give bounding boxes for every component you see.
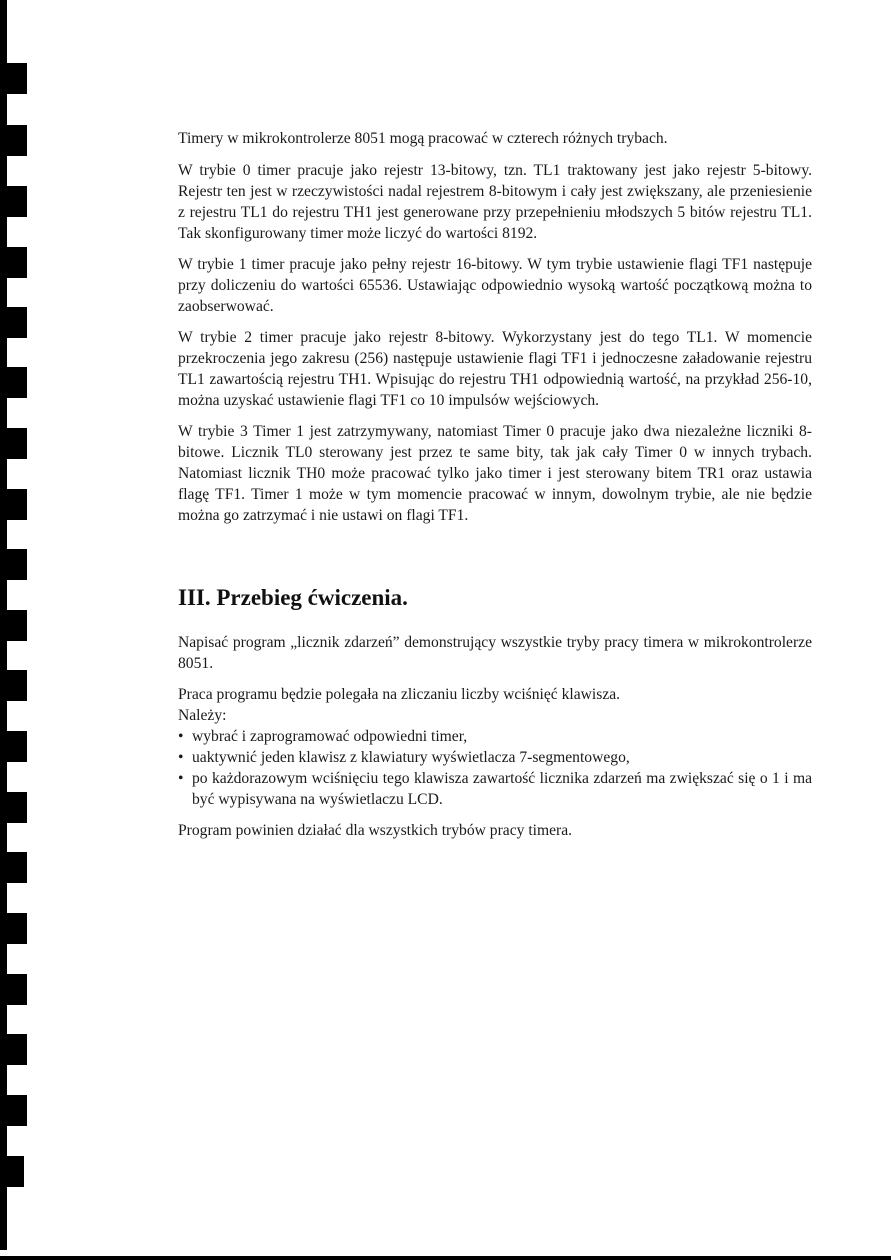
binding-tab [0,63,27,94]
binding-tab [0,367,27,398]
step-item: • uaktywnić jeden klawisz z klawiatury wyświetlacza 7-segmentowego, [178,747,812,768]
steps-list [178,726,812,810]
binding-tab [0,731,27,762]
binding-tab [0,913,27,944]
binding-tab [0,125,27,156]
mode-0-paragraph: W trybie 0 timer pracuje jako rejestr 13-bitowy, tzn. TL1 traktowany jest jako rejestr 5-bitowy. Rejestr ten jest w rzeczywistości nadal rejestrem 8-bitowym i cały jest zwiększany, ale przeniesienie z rejestru TL1 do rejestru TH1 jest generowane przy przepełnieniu młodszych 5 bitów rejestru TL1. Tak skonfigurowany timer może liczyć do wartości 8192. [178,162,812,242]
spiral-binding [0,0,28,1260]
binding-tab [0,1156,24,1187]
section-spacer [178,536,812,584]
task-paragraph: Napisać program „licznik zdarzeń” demonstrujący wszystkie tryby pracy timera w mikrokontrolerze 8051. [178,634,812,672]
binding-tab [0,489,27,520]
binding-tab [0,549,27,580]
steps-label: Należy: [178,707,227,724]
binding-tab [0,792,27,823]
binding-tab [0,1095,27,1126]
binding-tab [0,186,27,217]
step-item: • po każdorazowym wciśnięciu tego klawisza zawartość licznika zdarzeń ma zwiększać się o 1 i ma być wypisywana na wyświetlaczu LCD. [178,768,812,810]
binding-tab [0,974,27,1005]
binding-tab [0,247,27,278]
binding-tab [0,428,27,459]
mode-3-paragraph: W trybie 3 Timer 1 jest zatrzymywany, natomiast Timer 0 pracuje jako dwa niezależne liczniki 8-bitowe. Licznik TL0 sterowany jest przez te same bity, tak jak cały Timer 0 w innych trybach. Natomiast licznik TH0 może pracować tylko jako timer i jest sterowany bitem TR1 oraz ustawia flagę TF1. Timer 1 może w tym momencie pracować w innym, dowolnym trybie, ale nie będzie można go zatrzymać i nie ustawi on flagi TF1. [178,423,812,524]
binding-tab [0,610,27,641]
binding-tab [0,1034,27,1065]
document-page [178,128,812,851]
binding-tab [0,670,27,701]
work-description: Praca programu będzie polegała na zliczaniu liczby wciśnięć klawisza. [178,686,621,703]
mode-1-paragraph: W trybie 1 timer pracuje jako pełny rejestr 16-bitowy. W tym trybie ustawienie flagi TF1 następuje przy doliczeniu do wartości 65536. Ustawiając odpowiednio wysoką wartość początkową można to zaobserwować. [178,256,812,315]
binding-tab [0,307,27,338]
page-bottom-edge [0,1256,891,1260]
closing-paragraph: Program powinien działać dla wszystkich trybów pracy timera. [178,822,573,839]
step-item: • wybrać i zaprogramować odpowiedni timer, [178,726,812,747]
intro-paragraph: Timery w mikrokontrolerze 8051 mogą pracować w czterech różnych trybach. [178,130,668,147]
section-heading: III. Przebieg ćwiczenia. [178,585,408,610]
mode-2-paragraph: W trybie 2 timer pracuje jako rejestr 8-bitowy. Wykorzystany jest do tego TL1. W momencie przekroczenia jego zakresu (256) następuje ustawienie flagi TF1 i jednoczesne załadowanie rejestru TL1 zawartością rejestru TH1. Wpisując do rejestru TH1 odpowiednią wartość, na przykład 256-10, można uzyskać ustawienie flagi TF1 co 10 impulsów wejściowych. [178,329,812,409]
binding-tab [0,852,27,883]
